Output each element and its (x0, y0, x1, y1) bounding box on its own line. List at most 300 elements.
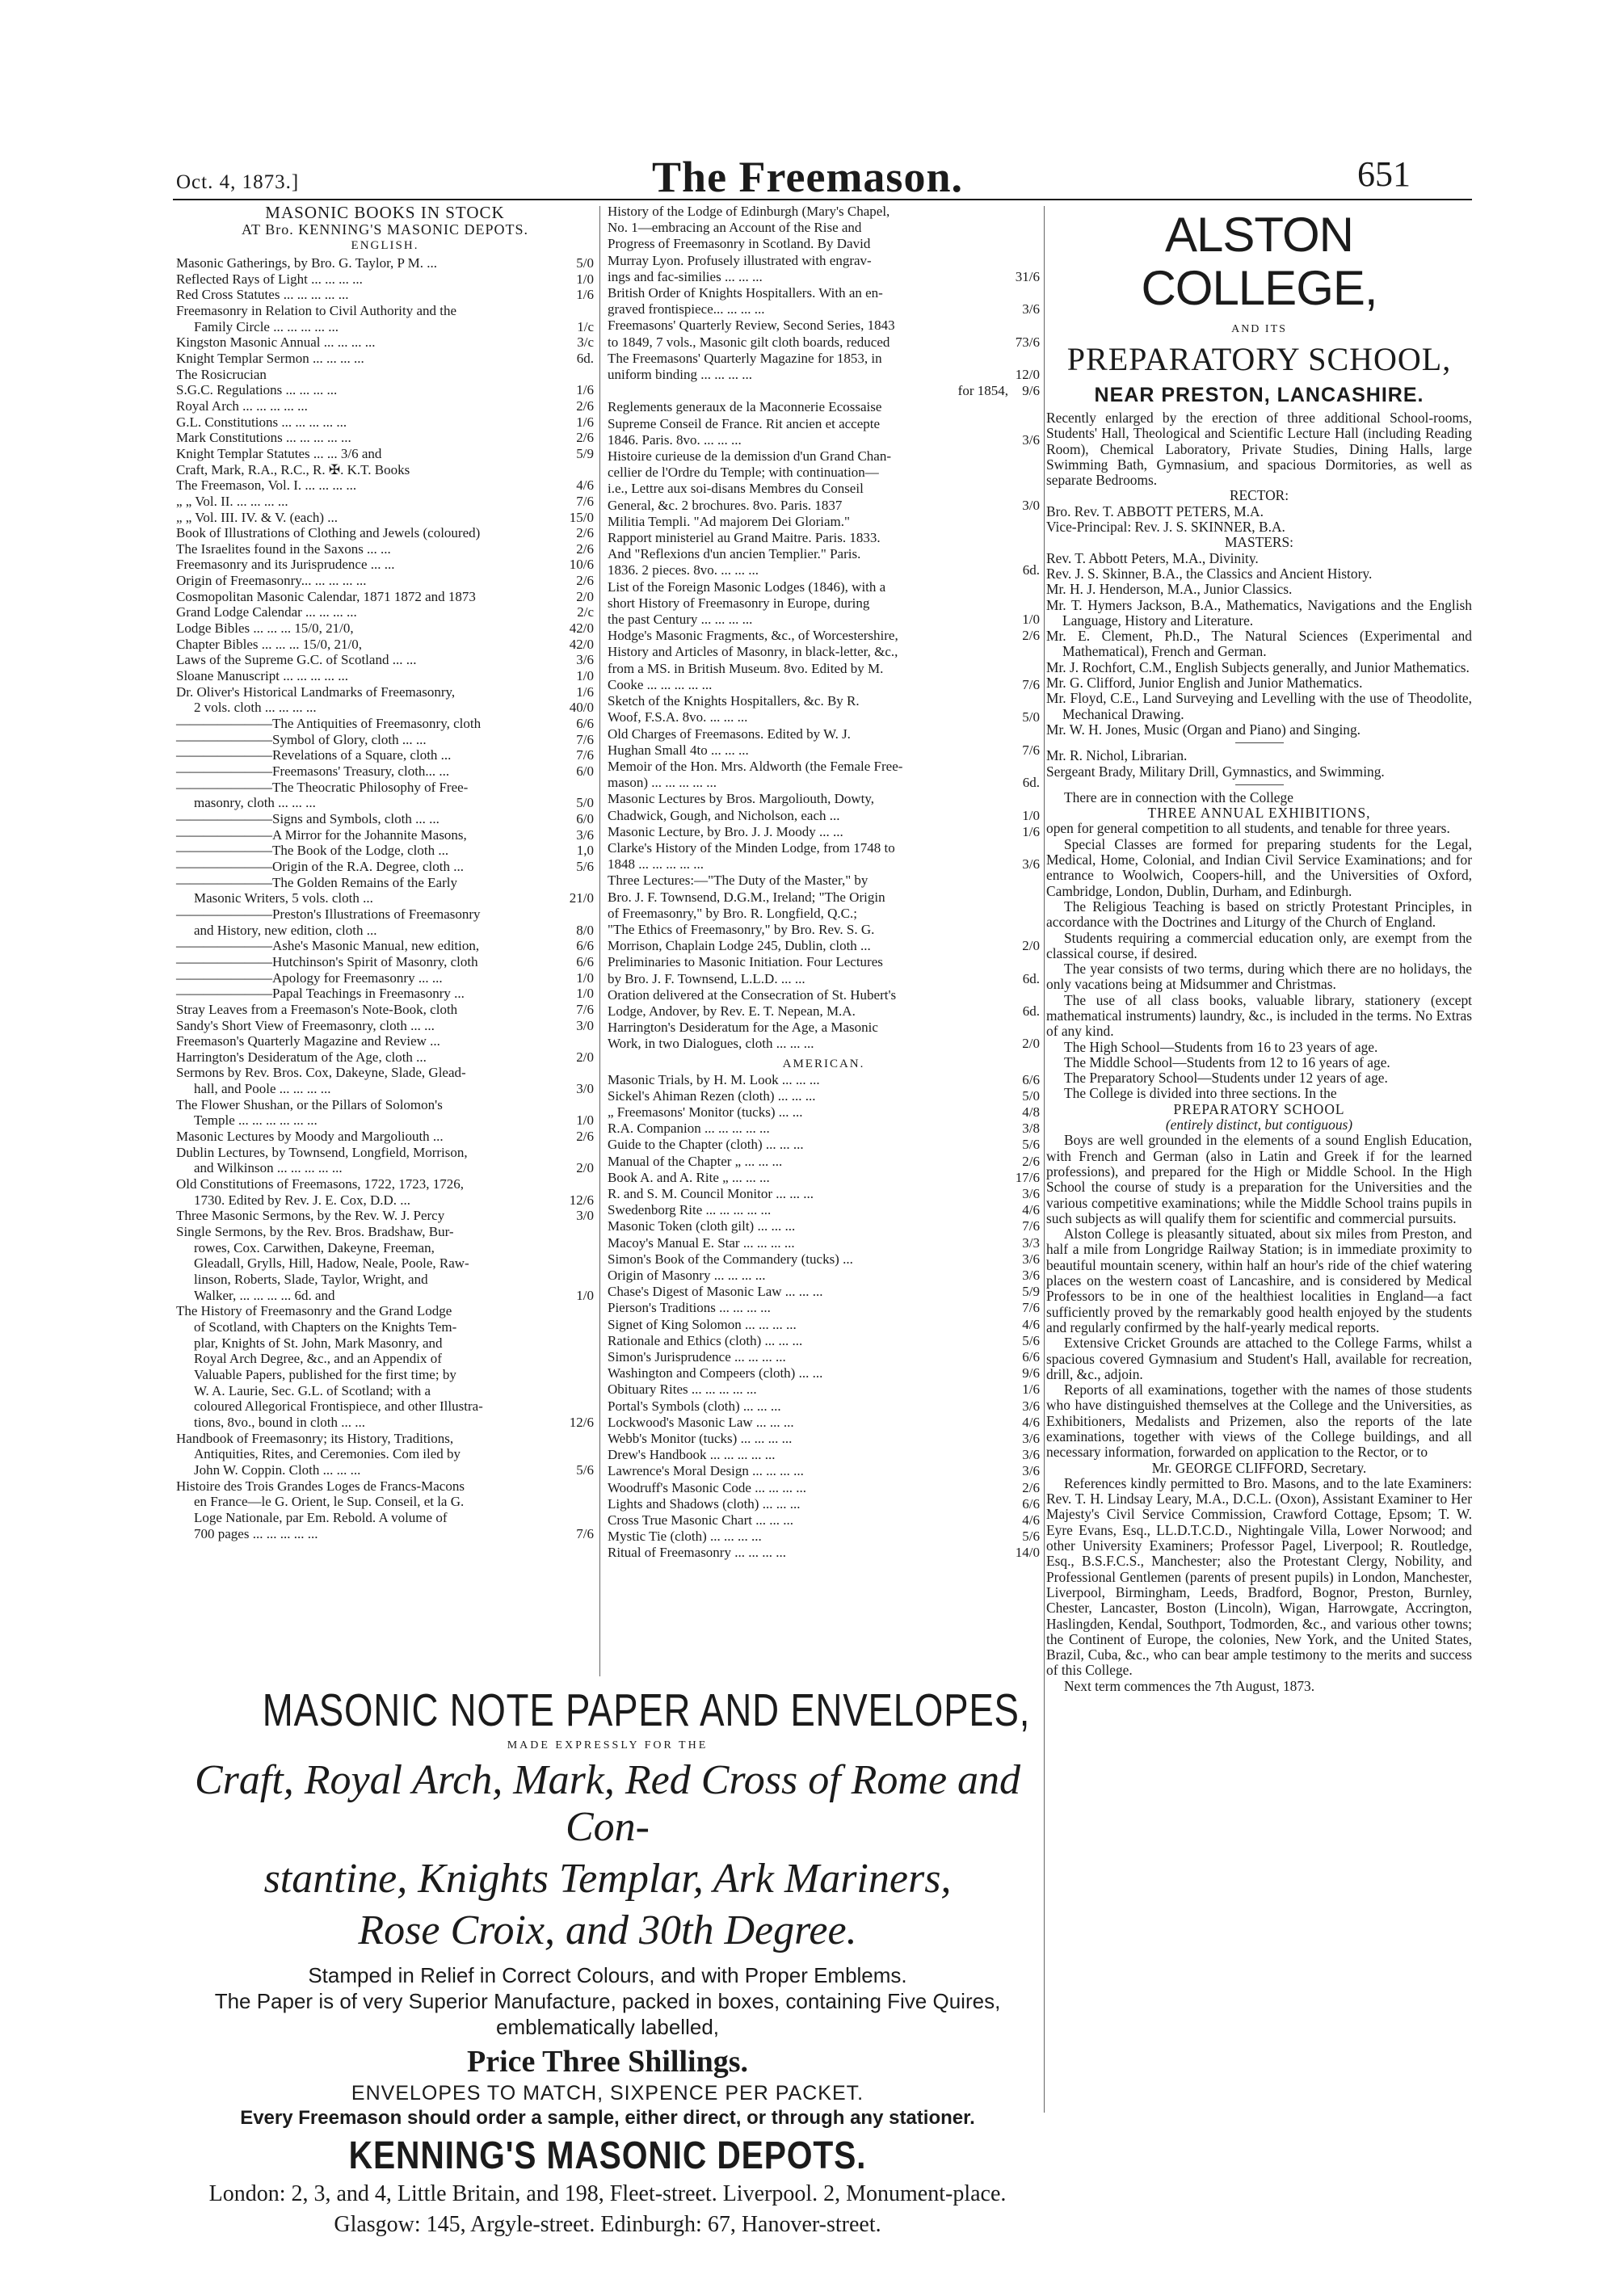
book-title: Loge Nationale, par Em. Rebold. A volume of (194, 1509, 448, 1525)
and-its: AND ITS (1231, 323, 1287, 335)
book-price: 2/6 (1022, 1479, 1040, 1495)
book-price: 3/6 (1022, 301, 1040, 317)
book-title: ———————Apology for Freemasonry ... ... (176, 969, 443, 986)
american-book-list (608, 1072, 1040, 1562)
book-title: Book of Illustrations of Clothing and Jewels (coloured) (176, 525, 481, 541)
book-entry (176, 494, 594, 510)
book-title: uniform binding ... ... ... ... (608, 367, 752, 383)
book-title: and Wilkinson ... ... ... ... ... (194, 1160, 343, 1176)
book-title: The Rosicrucian (176, 366, 267, 382)
book-title: Chadwick, Gough, and Nicholson, each ... (608, 807, 840, 823)
book-price: 6d. (1022, 775, 1040, 791)
book-entry (176, 446, 594, 462)
book-title: 1846. Paris. 8vo. ... ... ... (608, 431, 742, 448)
book-price: 8/0 (576, 922, 594, 938)
book-title: Freemasonry in Relation to Civil Authority and the (176, 302, 457, 318)
book-title: from a MS. in British Museum. 8vo. Edited by M. (608, 660, 884, 676)
book-entry (176, 398, 594, 414)
college-paragraph: Students requiring a commercial education only, are exempt from the classical course, if desired. (1046, 929, 1472, 961)
book-title: Lights and Shadows (cloth) ... ... ... (608, 1495, 801, 1512)
book-entry (176, 462, 594, 478)
book-entry (176, 1049, 594, 1066)
book-price: 2/0 (576, 1049, 594, 1065)
book-entry (176, 1462, 594, 1478)
book-title: Reglements generaux de la Maconnerie Ecossaise (608, 399, 882, 415)
book-title: G.L. Constitutions ... ... ... ... ... (176, 414, 347, 430)
book-entry (176, 986, 594, 1002)
book-price: 7/6 (576, 731, 594, 747)
book-price: 3/6 (1022, 1463, 1040, 1479)
ad-kenning-depots: KENNING'S MASONIC DEPOTS. (348, 2134, 867, 2177)
book-entry (608, 595, 1040, 612)
ad-made-for: MADE EXPRESSLY FOR THE (507, 1739, 709, 1751)
book-price: 3/c (577, 334, 594, 351)
book-price: 5/6 (1022, 1137, 1040, 1153)
book-title: Reflected Rays of Light ... ... ... ... (176, 271, 363, 287)
book-price: 42/0 (569, 636, 594, 652)
book-entry (608, 906, 1040, 922)
book-title: Sickel's Ahiman Rezen (cloth) ... ... ... (608, 1087, 816, 1104)
book-entry (608, 334, 1040, 351)
book-entry (608, 1300, 1040, 1316)
book-entry (176, 525, 594, 541)
book-entry (608, 1088, 1040, 1104)
book-entry (176, 1160, 594, 1176)
book-title: Lockwood's Masonic Law ... ... ... (608, 1414, 794, 1430)
book-entry (608, 677, 1040, 693)
book-entry (608, 1284, 1040, 1300)
master-entry: Mr. J. Rochfort, C.M., English Subjects generally, and Junior Mathematics. (1046, 658, 1470, 675)
ad-labelled: emblematically labelled, (495, 2015, 720, 2039)
book-title: ———————Freemasons' Treasury, cloth... ... (176, 763, 450, 779)
book-entry (608, 971, 1040, 987)
book-entry (176, 652, 594, 668)
book-title: Lodge, Andover, by Rev. E. T. Nepean, M.A. (608, 1003, 856, 1019)
book-title: ———————Papal Teachings in Freemasonry ... (176, 986, 465, 1002)
book-title: Sandy's Short View of Freemasonry, cloth ... ... (176, 1017, 435, 1033)
ad-headline: MASONIC NOTE PAPER AND ENVELOPES, (262, 1684, 1031, 1736)
column-rule-2 (1044, 206, 1045, 2113)
book-entry (176, 510, 594, 526)
prep-school-note: (entirely distinct, but contiguous) (1165, 1116, 1353, 1133)
book-title: Clarke's History of the Minden Lodge, from 1748 to (608, 839, 895, 856)
book-entry (176, 334, 594, 351)
book-price: 5/9 (576, 445, 594, 461)
book-price: 6/6 (576, 716, 594, 732)
book-price: 3/6 (1022, 1268, 1040, 1283)
book-entry (176, 1478, 594, 1495)
book-price: 5/6 (1022, 1332, 1040, 1348)
masters-list (1046, 551, 1472, 738)
book-entry (176, 1255, 594, 1272)
book-entry (176, 1415, 594, 1431)
book-price: 1/0 (576, 668, 594, 684)
book-entry (176, 684, 594, 700)
book-title: Macoy's Manual E. Star ... ... ... ... (608, 1234, 795, 1251)
book-title: „ „ Vol. III. IV. & V. (each) ... (176, 509, 339, 525)
book-entry (608, 1170, 1040, 1186)
book-entry (176, 573, 594, 589)
book-price: 1/6 (576, 683, 594, 700)
book-price: 10/6 (569, 557, 594, 573)
book-price: 73/6 (1015, 334, 1040, 350)
book-title: S.G.C. Regulations ... ... ... ... (176, 382, 338, 398)
book-title: 1836. 2 pieces. 8vo. ... ... ... (608, 562, 759, 578)
book-entry (176, 938, 594, 954)
book-title: ———————A Mirror for the Johannite Masons, (176, 826, 467, 843)
book-entry (608, 1415, 1040, 1431)
book-title: Masonic Writers, 5 vols. cloth ... (194, 890, 373, 906)
book-entry (176, 541, 594, 557)
book-price: 6d. (1022, 562, 1040, 578)
book-title: Supreme Conseil de France. Rit ancien et accepte (608, 415, 881, 431)
book-entry (176, 1398, 594, 1415)
book-title: Work, in two Dialogues, cloth ... ... ... (608, 1036, 814, 1052)
book-price: 5/9 (1022, 1284, 1040, 1300)
book-title: short History of Freemasonry in Europe, during (608, 595, 870, 611)
book-price: 6/6 (1022, 1495, 1040, 1512)
book-entry (608, 530, 1040, 546)
college-paragraph: Alston College is pleasantly situated, about six miles from Preston, and half a mile from Longridge Railway Station; is in immediate proximity to beautiful mountain scenery, within half an hour's ride of the chief watering places on the western coast of Lancashire, and is considered by Medical Professors to be in one of the healthiest localities in England—a fact sufficiently proved by the remarkably good health enjoyed by the students and regularly confirmed by the half-yearly medical reports. (1046, 1226, 1472, 1335)
book-entry (176, 906, 594, 923)
book-entry (608, 644, 1040, 660)
book-title: No. 1—embracing an Account of the Rise and (608, 220, 862, 236)
book-entry (608, 1496, 1040, 1512)
book-price: 3/6 (1022, 856, 1040, 873)
book-entry (608, 416, 1040, 432)
book-entry (176, 859, 594, 875)
book-entry (176, 1240, 594, 1256)
book-title: Royal Arch Degree, &c., and an Appendix of (194, 1351, 442, 1367)
book-entry (608, 1463, 1040, 1479)
english-book-list (176, 255, 594, 1541)
book-title: i.e., Lettre aux soi-disans Membres du Conseil (608, 481, 864, 497)
book-entry (176, 1129, 594, 1145)
book-entry (608, 481, 1040, 497)
book-title: Origin of Freemasonry... ... ... ... ... (176, 573, 367, 589)
college-paragraph: The College is divided into three sections. In the (1064, 1085, 1337, 1102)
book-entry (608, 465, 1040, 481)
book-price: 9/6 (1022, 383, 1040, 399)
book-title: 2 vols. cloth ... ... ... ... (194, 700, 317, 716)
book-price: 1/0 (1022, 612, 1040, 628)
header-rule (173, 199, 1472, 200)
book-title: Harrington's Desideratum of the Age, cloth ... (176, 1049, 427, 1065)
book-entry (176, 589, 594, 605)
book-title: Craft, Mark, R.A., R.C., R. ✠. K.T. Books (176, 461, 410, 477)
book-price: 5/6 (1022, 1529, 1040, 1545)
book-title: Masonic Gatherings, by Bro. G. Taylor, P M. ... (176, 255, 437, 271)
book-price: 31/6 (1015, 268, 1040, 284)
book-title: Simon's Book of the Commandery (tucks) ... (608, 1251, 853, 1267)
book-price: 15/0 (569, 509, 594, 525)
book-entry (176, 1272, 594, 1288)
separator-rule (1235, 784, 1284, 785)
book-price: 9/6 (1022, 1365, 1040, 1381)
book-entry (608, 1235, 1040, 1251)
book-title: Gleadall, Grylls, Hill, Hadow, Neale, Poole, Raw- (194, 1255, 469, 1272)
book-price: 3/6 (576, 652, 594, 668)
book-price: 1/6 (576, 287, 594, 303)
book-title: by Bro. J. F. Townsend, L.L.D. ... ... (608, 970, 805, 986)
book-title: Three Lectures:—"The Duty of the Master," by (608, 873, 868, 889)
book-title: ———————Ashe's Masonic Manual, new edition, (176, 938, 480, 954)
book-price: 6d. (1022, 970, 1040, 986)
book-title: Grand Lodge Calendar ... ... ... ... (176, 604, 357, 620)
section-english: ENGLISH. (351, 239, 419, 252)
ad-address-1: London: 2, 3, and 4, Little Britain, and 198, Fleet-street. Liverpool. 2, Monument-place. (208, 2181, 1007, 2206)
book-entry (608, 661, 1040, 677)
master-entry: Rev. J. S. Skinner, B.A., the Classics and Ancient History. (1046, 565, 1373, 582)
book-entry (608, 1121, 1040, 1137)
book-price: 4/6 (1022, 1512, 1040, 1529)
book-title: „ „ Vol. II. ... ... ... ... (176, 493, 288, 509)
book-title: rowes, Cox. Carwithen, Dakeyne, Freeman, (194, 1239, 435, 1255)
book-entry (608, 1268, 1040, 1284)
rector-heading: RECTOR: (1229, 487, 1289, 504)
book-entry (176, 1176, 594, 1192)
book-title: Bro. J. F. Townsend, D.G.M., Ireland; "The Origin (608, 889, 885, 905)
book-entry (608, 1317, 1040, 1333)
book-entry (176, 1335, 594, 1352)
book-entry (608, 546, 1040, 562)
book-entry (608, 726, 1040, 742)
college-title: ALSTON COLLEGE, (1141, 208, 1377, 315)
book-price: 2/c (577, 604, 594, 620)
book-title: ———————Signs and Symbols, cloth ... ... (176, 810, 439, 826)
book-price: 12/6 (569, 1192, 594, 1208)
book-title: 1730. Edited by Rev. J. E. Cox, D.D. ... (194, 1192, 411, 1208)
book-price: 1/0 (1022, 807, 1040, 823)
book-title: Knight Templar Statutes ... ... 3/6 and (176, 445, 382, 461)
book-entry (176, 1367, 594, 1383)
book-price: 7/6 (1022, 676, 1040, 692)
next-term: Next term commences the 7th August, 1873. (1064, 1677, 1315, 1694)
book-entry (608, 709, 1040, 725)
book-price: 1/6 (576, 414, 594, 430)
book-entry (608, 889, 1040, 906)
book-entry (608, 1480, 1040, 1496)
book-title: plar, Knights of St. John, Mark Masonry, and (194, 1335, 443, 1351)
book-title: Masonic Trials, by H. M. Look ... ... ... (608, 1071, 820, 1087)
book-title: The Flower Shushan, or the Pillars of Solomon's (176, 1096, 443, 1112)
college-paragraphs (1046, 837, 1472, 1102)
book-entry (176, 1208, 594, 1224)
book-title: of Freemasonry," by Bro. R. Longfield, Q.C.; (608, 905, 857, 921)
alston-college-advert (1046, 204, 1472, 1694)
book-price: 2/6 (1022, 1153, 1040, 1169)
book-price: 3/6 (1022, 1185, 1040, 1201)
book-price: 3/6 (1022, 1447, 1040, 1463)
book-entry (176, 1351, 594, 1367)
book-title: tions, 8vo., bound in cloth ... ... (194, 1414, 366, 1430)
book-title: Handbook of Freemasonry; its History, Traditions, (176, 1430, 454, 1446)
book-price: 3/6 (576, 826, 594, 843)
book-title: ———————The Book of the Lodge, cloth ... (176, 843, 449, 859)
ad-price: Price Three Shillings. (467, 2045, 748, 2079)
book-entry (608, 856, 1040, 873)
book-title: coloured Allegorical Frontispiece, and other Illustra- (194, 1398, 483, 1415)
separator-rule (1235, 742, 1284, 743)
masthead-title: The Freemason. (652, 153, 963, 201)
book-title: mason) ... ... ... ... ... (608, 775, 717, 791)
librarian: Mr. R. Nichol, Librarian. (1046, 747, 1188, 764)
book-title: Sermons by Rev. Bros. Cox, Dakeyne, Slade, Glead- (176, 1065, 466, 1081)
book-entry (176, 1018, 594, 1034)
book-entry (608, 301, 1040, 317)
book-entry (176, 1097, 594, 1113)
book-entry (176, 970, 594, 986)
book-entry (176, 1431, 594, 1447)
book-entry (608, 1431, 1040, 1447)
book-title: W. A. Laurie, Sec. G.L. of Scotland; with a (194, 1382, 431, 1398)
book-price: 1/0 (576, 1112, 594, 1129)
book-price: 7/6 (1022, 1218, 1040, 1234)
book-entry (176, 1192, 594, 1209)
book-price: 4/6 (576, 477, 594, 494)
college-paragraph: The High School—Students from 16 to 23 years of age. (1064, 1038, 1378, 1055)
book-title: Manual of the Chapter „ ... ... ... (608, 1153, 783, 1169)
books-heading: MASONIC BOOKS IN STOCK (265, 203, 505, 222)
book-entry (608, 253, 1040, 269)
book-price: 14/0 (1015, 1545, 1040, 1561)
book-entry (608, 873, 1040, 889)
book-price: 1/6 (576, 382, 594, 398)
book-entry (176, 668, 594, 684)
location-line: NEAR PRESTON, LANCASHIRE. (1094, 384, 1424, 406)
book-title: ———————The Theocratic Philosophy of Free- (176, 779, 469, 795)
book-entry (608, 1036, 1040, 1052)
book-entry (608, 938, 1040, 954)
book-entry (608, 498, 1040, 514)
book-title: Portal's Symbols (cloth) ... ... ... (608, 1398, 781, 1414)
book-entry (608, 1545, 1040, 1561)
book-entry (176, 382, 594, 398)
book-title: Three Masonic Sermons, by the Rev. W. J. Percy (176, 1208, 445, 1224)
book-entry (176, 1446, 594, 1462)
book-entry (608, 742, 1040, 759)
prep-school-title: PREPARATORY SCHOOL, (1066, 341, 1452, 377)
book-entry (608, 1398, 1040, 1415)
book-entry (608, 448, 1040, 465)
book-price: 2/6 (576, 573, 594, 589)
book-title: Swedenborg Rite ... ... ... ... ... (608, 1202, 772, 1218)
book-title: Guide to the Chapter (cloth) ... ... ... (608, 1137, 804, 1153)
book-entry (608, 1365, 1040, 1381)
book-title: and History, new edition, cloth ... (194, 922, 377, 938)
book-title: Mark Constitutions ... ... ... ... ... (176, 430, 351, 446)
book-entry (176, 1510, 594, 1526)
book-title: Book A. and A. Rite „ ... ... ... (608, 1169, 770, 1185)
book-title: Red Cross Statutes ... ... ... ... ... (176, 287, 349, 303)
book-price: 6/0 (576, 810, 594, 826)
book-price: 3/0 (576, 1017, 594, 1033)
book-entry (176, 827, 594, 843)
book-entry (176, 1303, 594, 1319)
book-price: 7/6 (576, 1525, 594, 1541)
book-title: ings and fac-similies ... ... ... (608, 268, 763, 284)
book-price: 5/0 (576, 795, 594, 811)
book-title: Masonic Token (cloth gilt) ... ... ... (608, 1218, 796, 1234)
college-intro: Recently enlarged by the erection of three additional School-rooms, Students' Hall, Theological and Scientific Lecture Hall (including Reading Room), Chemical Laboratory, Private Studies, Dining Halls, large Swimming Bath, Gymnasium, and spacious Dormitories, as well as separate Bedrooms. (1046, 410, 1472, 489)
book-title: The Freemasons' Quarterly Magazine for 1853, in (608, 350, 882, 366)
book-entry (176, 620, 594, 637)
book-title: General, &c. 2 brochures. 8vo. Paris. 1837 (608, 497, 843, 513)
book-entry (608, 432, 1040, 448)
book-entry (608, 269, 1040, 285)
master-entry: Rev. T. Abbott Peters, M.A., Divinity. (1046, 549, 1259, 566)
ad-stamped: Stamped in Relief in Correct Colours, and with Proper Emblems. (308, 1963, 907, 1987)
book-entry (176, 1526, 594, 1542)
masters-heading: MASTERS: (1224, 534, 1294, 551)
book-title: Hodge's Masonic Fragments, &c., of Worcestershire, (608, 628, 898, 644)
book-price: 2/6 (576, 525, 594, 541)
book-price: 40/0 (569, 700, 594, 716)
book-title: 700 pages ... ... ... ... ... (194, 1525, 318, 1541)
book-price: 2/6 (576, 397, 594, 414)
book-title: Family Circle ... ... ... ... ... (194, 318, 339, 334)
book-title: 1848 ... ... ... ... ... (608, 856, 704, 873)
book-price: 1/0 (576, 271, 594, 287)
book-entry (176, 1145, 594, 1161)
note-paper-advert (176, 1684, 1039, 2240)
book-entry (608, 612, 1040, 628)
book-entry (176, 287, 594, 303)
book-entry (176, 477, 594, 494)
book-price: 7/6 (576, 1001, 594, 1017)
book-price: 6/6 (1022, 1071, 1040, 1087)
book-entry (608, 1529, 1040, 1545)
book-entry (608, 1104, 1040, 1121)
book-price: 1/0 (576, 969, 594, 986)
section-american: AMERICAN. (782, 1057, 865, 1070)
book-price: 2/0 (576, 588, 594, 604)
book-price: 5/0 (576, 255, 594, 271)
book-price: 3/0 (576, 1208, 594, 1224)
book-price: 2/6 (576, 430, 594, 446)
rector-name: Bro. Rev. T. ABBOTT PETERS, M.A. (1046, 503, 1264, 519)
book-title: Histoire des Trois Grandes Loges de Francs-Macons (176, 1478, 465, 1494)
book-entry (176, 1002, 594, 1018)
book-title: Dublin Lectures, by Townsend, Longfield, Morrison, (176, 1144, 468, 1160)
ad-envelopes: ENVELOPES TO MATCH, SIXPENCE PER PACKET. (351, 2082, 864, 2105)
book-title: Sloane Manuscript ... ... ... ... ... (176, 668, 348, 684)
book-title: for 1854, (957, 383, 1008, 399)
book-price: 7/6 (1022, 742, 1040, 758)
college-paragraph: Reports of all examinations, together with the names of those students who have distinguished themselves at the College and the Universities, as Exhibitioners, Medalists and Prizemen, also the reports of the late examinations, together with views of the College buildings, and all necessary information, forwarded on application to the Rector, or to (1046, 1381, 1472, 1461)
book-entry (608, 1072, 1040, 1088)
master-entry: Mr. E. Clement, Ph.D., The Natural Sciences (Experimental and Mathematical), French and German. (1046, 628, 1472, 660)
book-title: Stray Leaves from a Freemason's Note-Book, cloth (176, 1001, 458, 1017)
book-title: ———————Hutchinson's Spirit of Masonry, cloth (176, 953, 478, 969)
book-entry (608, 317, 1040, 334)
book-title: Lodge Bibles ... ... ... 15/0, 21/0, (176, 620, 354, 637)
college-body (1046, 410, 1472, 1694)
book-price: 3/3 (1022, 1234, 1040, 1251)
ad-paper-quality: The Paper is of very Superior Manufacture, packed in boxes, containing Five Quires, (214, 1989, 1001, 2013)
book-entry (176, 1494, 594, 1510)
book-entry (608, 1003, 1040, 1020)
book-price: 4/8 (1022, 1104, 1040, 1120)
book-entry (176, 414, 594, 431)
book-entry (608, 1218, 1040, 1234)
college-paragraph: The Religious Teaching is based on strictly Protestant Principles, in accordance with the Doctrines and Liturgy of the Church of England. (1046, 898, 1472, 931)
book-title: Progress of Freemasonry in Scotland. By David (608, 236, 871, 252)
book-price: 4/6 (1022, 1414, 1040, 1430)
book-entry (176, 637, 594, 653)
book-title: ———————Symbol of Glory, cloth ... ... (176, 731, 427, 747)
book-title: The History of Freemasonry and the Grand Lodge (176, 1303, 452, 1319)
